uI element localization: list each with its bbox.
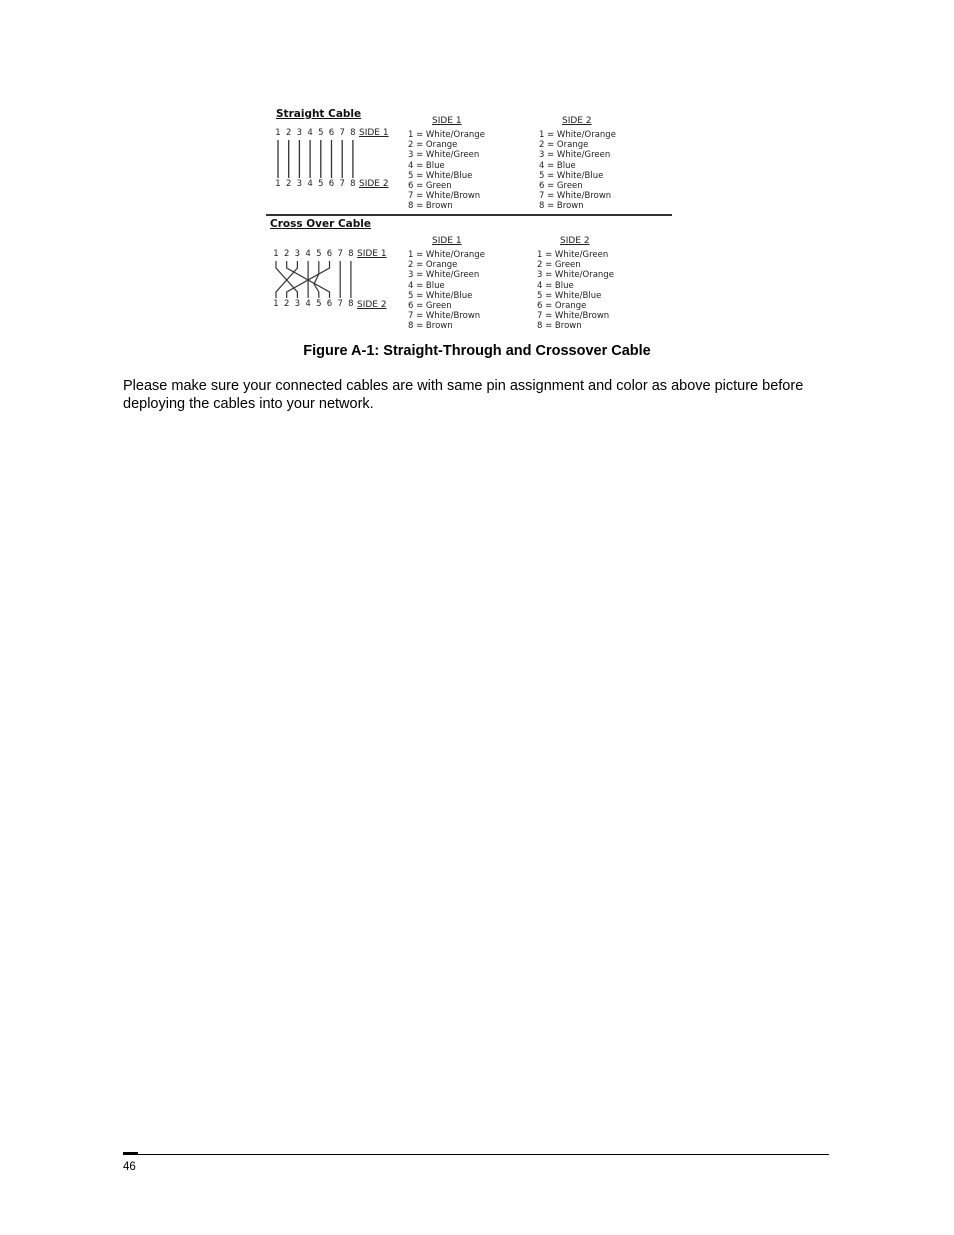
crossover-wires [266, 104, 366, 304]
pin-label: 2 [283, 299, 290, 309]
straight-side-top-label: SIDE 1 [359, 128, 389, 138]
pin-label: 5 [318, 179, 324, 189]
pin-label: 4 [307, 128, 313, 138]
figure-caption: Figure A-1: Straight-Through and Crossover Cable [303, 343, 651, 359]
straight-col2-header: SIDE 2 [562, 116, 592, 126]
pin-label: 3 [294, 249, 301, 259]
straight-side2-list [539, 130, 616, 212]
list-item: 3 = White/Green [408, 150, 480, 161]
list-item: 5 = White/Blue [408, 290, 473, 301]
pin-label: 5 [316, 249, 322, 259]
pin-label: 7 [339, 179, 345, 189]
list-item: 6 = Green [408, 180, 452, 191]
pin-label: 6 [328, 128, 335, 138]
list-item: 4 = Blue [539, 160, 576, 171]
list-item: 6 = Orange [537, 300, 587, 311]
body-text [123, 377, 823, 413]
straight-side-bottom-label: SIDE 2 [359, 179, 389, 189]
pin-label: 1 [275, 179, 281, 189]
list-item: 1 = White/Orange [539, 130, 616, 140]
pin-label: 5 [318, 128, 324, 138]
crossover-col2-header: SIDE 2 [560, 236, 590, 246]
pin-label: 4 [305, 299, 311, 309]
pin-label: 5 [316, 299, 322, 309]
pin-label: 2 [283, 249, 290, 259]
list-item: 2 = Orange [408, 140, 458, 151]
straight-side1-list [408, 130, 485, 212]
crossover-side2-list [537, 250, 614, 332]
pin-label: 6 [326, 249, 333, 259]
list-item: 2 = Orange [408, 260, 458, 271]
list-item: 7 = White/Brown [539, 191, 612, 202]
pin-label: 8 [348, 249, 354, 259]
list-item: 7 = White/Brown [408, 191, 481, 202]
straight-col1-header: SIDE 1 [432, 116, 462, 126]
crossover-side-top-label: SIDE 1 [357, 249, 387, 259]
list-item: 8 = Brown [408, 321, 453, 332]
pin-label: 7 [339, 128, 345, 138]
list-item: 5 = White/Blue [539, 170, 604, 181]
pin-label: 3 [294, 299, 301, 309]
pin-label: 1 [273, 299, 279, 309]
list-item: 8 = Brown [408, 201, 453, 212]
pin-label: 7 [337, 299, 343, 309]
pin-label: 2 [285, 179, 292, 189]
list-item: 8 = Brown [537, 321, 582, 332]
list-item: 2 = Orange [539, 140, 589, 151]
list-item: 7 = White/Brown [537, 311, 610, 322]
pin-label: 8 [350, 179, 356, 189]
crossover-side1-list [408, 250, 485, 332]
page-number: 46 [123, 1161, 136, 1173]
pin-label: 4 [305, 249, 311, 259]
pin-label: 6 [328, 179, 335, 189]
pin-label: 2 [285, 128, 292, 138]
pin-label: 8 [350, 128, 356, 138]
list-item: 4 = Blue [408, 160, 445, 171]
list-item: 3 = White/Green [539, 150, 611, 161]
pin-label: 6 [326, 299, 333, 309]
list-item: 3 = White/Green [408, 270, 480, 281]
pin-label: 1 [275, 128, 281, 138]
list-item: 6 = Green [408, 300, 452, 311]
list-item: 4 = Blue [537, 280, 574, 291]
list-item: 3 = White/Orange [537, 270, 614, 281]
list-item: 1 = White/Orange [408, 250, 485, 260]
pin-label: 1 [273, 249, 279, 259]
list-item: 5 = White/Blue [408, 170, 473, 181]
crossover-side-bottom-label: SIDE 2 [357, 300, 387, 310]
crossover-col1-header: SIDE 1 [432, 236, 462, 246]
list-item: 4 = Blue [408, 280, 445, 291]
footer-rule [123, 1154, 829, 1155]
list-item: 2 = Green [537, 260, 581, 271]
list-item: 7 = White/Brown [408, 311, 481, 322]
pin-label: 4 [307, 179, 313, 189]
pin-label: 3 [296, 128, 303, 138]
crossover-cable-title: Cross Over Cable [270, 218, 372, 230]
pin-label: 7 [337, 249, 343, 259]
list-item: 6 = Green [539, 180, 583, 191]
crossover-pins-bottom [272, 299, 358, 309]
list-item: 1 = White/Orange [408, 130, 485, 140]
straight-cable-title: Straight Cable [276, 108, 362, 120]
cable-figure [266, 104, 676, 334]
pin-label: 8 [348, 299, 354, 309]
crossover-wire [314, 261, 319, 298]
list-item: 1 = White/Green [537, 250, 609, 260]
list-item: 8 = Brown [539, 201, 584, 212]
body-paragraph: Please make sure your connected cables are with same pin assignment and color as above picture before deploying the cables into your network. [123, 378, 804, 412]
list-item: 5 = White/Blue [537, 290, 602, 301]
pin-label: 3 [296, 179, 303, 189]
